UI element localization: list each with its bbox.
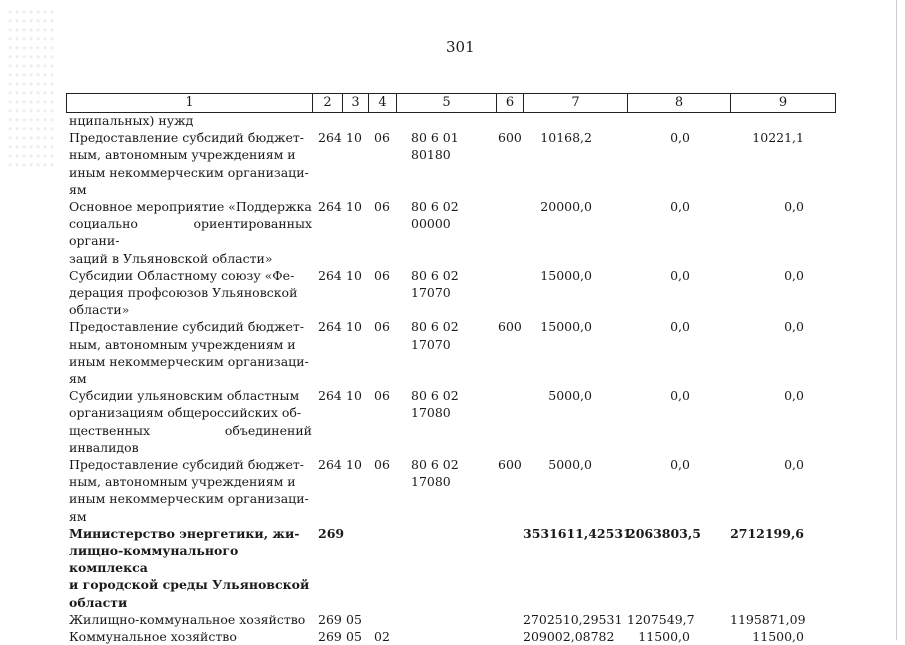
description-line: ным, автономным учреждениям и (69, 336, 296, 352)
row-description (66, 198, 312, 267)
cell-col-6 (496, 267, 523, 319)
cell-col-4: 06 (374, 130, 390, 146)
cell-col-9: 0,0 (784, 267, 804, 283)
cell-col-4: 06 (374, 199, 390, 215)
description-line: Субсидии ульяновским областным (69, 388, 300, 404)
cell-col-4 (368, 112, 396, 129)
description-line: ям (69, 371, 87, 387)
cell-col-7: 15000,0 (540, 319, 592, 335)
cell-col-5: 80 6 02 17070 (411, 267, 459, 301)
scan-edge-line (896, 0, 897, 640)
cell-col-8: 0,0 (670, 267, 690, 283)
cell-col-5: 80 6 02 17080 (411, 457, 459, 490)
header-col-5: 5 (397, 94, 497, 112)
cell-col-6: 600 (498, 319, 522, 335)
cell-col-6 (496, 611, 523, 628)
cell-col-6 (496, 198, 523, 267)
row-description (66, 456, 312, 525)
table-row (66, 456, 856, 525)
cell-col-2: 264 (318, 130, 342, 146)
description-line: Предоставление субсидий бюджет- (69, 130, 304, 146)
description-line: ным, автономным учреждениям и (69, 147, 296, 163)
header-col-2: 2 (313, 94, 343, 112)
header-col-9: 9 (778, 95, 788, 110)
cell-col-5 (396, 525, 496, 611)
description-line: области» (69, 302, 130, 318)
description-line: Предоставление субсидий бюджет- (69, 457, 304, 473)
description-line: щественных объединений инвалидов (69, 422, 312, 455)
cell-col-7: 3531611,42531 (523, 525, 632, 541)
cell-col-6: 600 (498, 130, 522, 146)
cell-col-7: 10168,2 (540, 130, 592, 146)
cell-col-2: 264 (318, 457, 342, 473)
table-row (66, 387, 856, 456)
row-description (66, 611, 312, 628)
header-col-3: 3 (343, 94, 369, 112)
table-row (66, 628, 856, 645)
cell-col-4: 06 (374, 457, 390, 473)
cell-col-8: 1207549,7 (627, 611, 695, 627)
cell-col-7: 2702510,29531 (523, 611, 623, 627)
cell-col-7: 20000,0 (540, 199, 592, 215)
description-line: ям (69, 508, 87, 524)
cell-col-9: 0,0 (784, 388, 804, 404)
cell-col-4 (368, 525, 396, 611)
cell-col-5: 80 6 02 17080 (411, 388, 459, 421)
cell-col-2 (312, 112, 342, 129)
row-description (66, 129, 312, 198)
description-line: ным, автономным учреждениям и (69, 474, 296, 490)
row-description (66, 628, 312, 645)
cell-col-6 (496, 112, 523, 129)
description-line: организациям общероссийских об- (69, 405, 302, 421)
table-row (66, 112, 856, 129)
description-line: Субсидии Областному союзу «Фе- (69, 267, 295, 283)
page-number: 301 (446, 38, 475, 56)
description-line: Предоставление субсидий бюджет- (69, 319, 304, 335)
cell-col-7 (523, 112, 627, 129)
cell-col-4: 06 (374, 267, 390, 283)
cell-col-9: 2712199,6 (730, 525, 804, 541)
cell-col-4: 02 (374, 629, 390, 645)
cell-col-5 (396, 611, 496, 628)
cell-col-4: 06 (374, 388, 390, 404)
description-line: Жилищно-коммунальное хозяйство (69, 611, 306, 627)
cell-col-9: 1195871,09 (730, 611, 806, 627)
table-row (66, 267, 856, 319)
description-line: дерация профсоюзов Ульяновской (69, 285, 298, 301)
cell-col-3: 10 (346, 267, 362, 283)
cell-col-6 (496, 628, 523, 645)
cell-col-5 (396, 628, 496, 645)
cell-col-3 (342, 525, 368, 611)
description-line: социально ориентированных органи- (69, 216, 312, 249)
cell-col-8: 0,0 (670, 130, 690, 146)
description-line: области (69, 594, 128, 610)
header-col-8: 8 (628, 94, 731, 112)
description-line: Коммунальное хозяйство (69, 629, 237, 645)
cell-col-5 (396, 112, 496, 129)
cell-col-2: 264 (318, 199, 342, 215)
cell-col-2: 269 (318, 525, 345, 541)
description-line: лищно-коммунального комплекса (69, 543, 239, 576)
cell-col-5: 80 6 01 80180 (411, 130, 459, 163)
cell-col-8 (627, 112, 730, 129)
cell-col-7: 15000,0 (540, 267, 592, 283)
header-col-6: 6 (497, 94, 524, 112)
description-line: Основное мероприятие «Поддержка (69, 199, 312, 215)
table-row (66, 611, 856, 628)
scan-margin-noise (8, 10, 58, 170)
table-row (66, 318, 856, 387)
cell-col-9: 11500,0 (752, 629, 804, 645)
cell-col-8: 11500,0 (638, 629, 690, 645)
header-col-7: 7 (524, 94, 628, 112)
cell-col-5: 80 6 02 17070 (411, 319, 459, 352)
cell-col-7: 5000,0 (548, 457, 592, 473)
cell-col-2: 264 (318, 267, 342, 283)
row-description (66, 387, 312, 456)
table-row (66, 129, 856, 198)
cell-col-9 (730, 112, 834, 129)
cell-col-3: 05 (346, 611, 362, 627)
cell-col-6 (496, 525, 523, 611)
table-body (66, 112, 856, 645)
description-line: нципальных) нужд (69, 113, 194, 128)
cell-col-2: 264 (318, 319, 342, 335)
cell-col-9: 0,0 (784, 457, 804, 473)
description-line: иным некоммерческим организаци- (69, 491, 309, 507)
table-row (66, 525, 856, 611)
row-description (66, 112, 312, 129)
cell-col-4: 06 (374, 319, 390, 335)
header-col-4: 4 (369, 94, 397, 112)
cell-col-8: 0,0 (670, 388, 690, 404)
description-line: иным некоммерческим организаци- (69, 353, 309, 369)
description-line: заций в Ульяновской области» (69, 250, 273, 266)
cell-col-7: 5000,0 (548, 388, 592, 404)
cell-col-6: 600 (498, 457, 522, 473)
cell-col-3: 10 (346, 199, 362, 215)
row-description (66, 525, 312, 611)
cell-col-3: 10 (346, 388, 362, 404)
cell-col-3: 05 (346, 629, 362, 645)
description-line: и городской среды Ульяновской (69, 577, 310, 593)
cell-col-4 (368, 611, 396, 628)
cell-col-5: 80 6 02 00000 (411, 199, 459, 232)
row-description (66, 318, 312, 387)
header-col-1: 1 (67, 94, 313, 112)
cell-col-8: 0,0 (670, 319, 690, 335)
cell-col-2: 269 (318, 611, 342, 627)
cell-col-7: 209002,08782 (523, 629, 615, 645)
row-description (66, 267, 312, 319)
cell-col-9: 0,0 (784, 199, 804, 215)
cell-col-8: 2063803,5 (627, 525, 701, 541)
cell-col-9: 10221,1 (752, 130, 804, 146)
table-row (66, 198, 856, 267)
cell-col-8: 0,0 (670, 199, 690, 215)
cell-col-3: 10 (346, 457, 362, 473)
table-header (66, 93, 836, 113)
cell-col-2: 269 (318, 629, 342, 645)
cell-col-3: 10 (346, 319, 362, 335)
description-line: ям (69, 181, 87, 197)
cell-col-9: 0,0 (784, 319, 804, 335)
cell-col-8: 0,0 (670, 457, 690, 473)
cell-col-3 (342, 112, 368, 129)
cell-col-6 (496, 387, 523, 456)
description-line: Министерство энергетики, жи- (69, 525, 300, 541)
description-line: иным некоммерческим организаци- (69, 164, 309, 180)
cell-col-2: 264 (318, 388, 342, 404)
cell-col-3: 10 (346, 130, 362, 146)
